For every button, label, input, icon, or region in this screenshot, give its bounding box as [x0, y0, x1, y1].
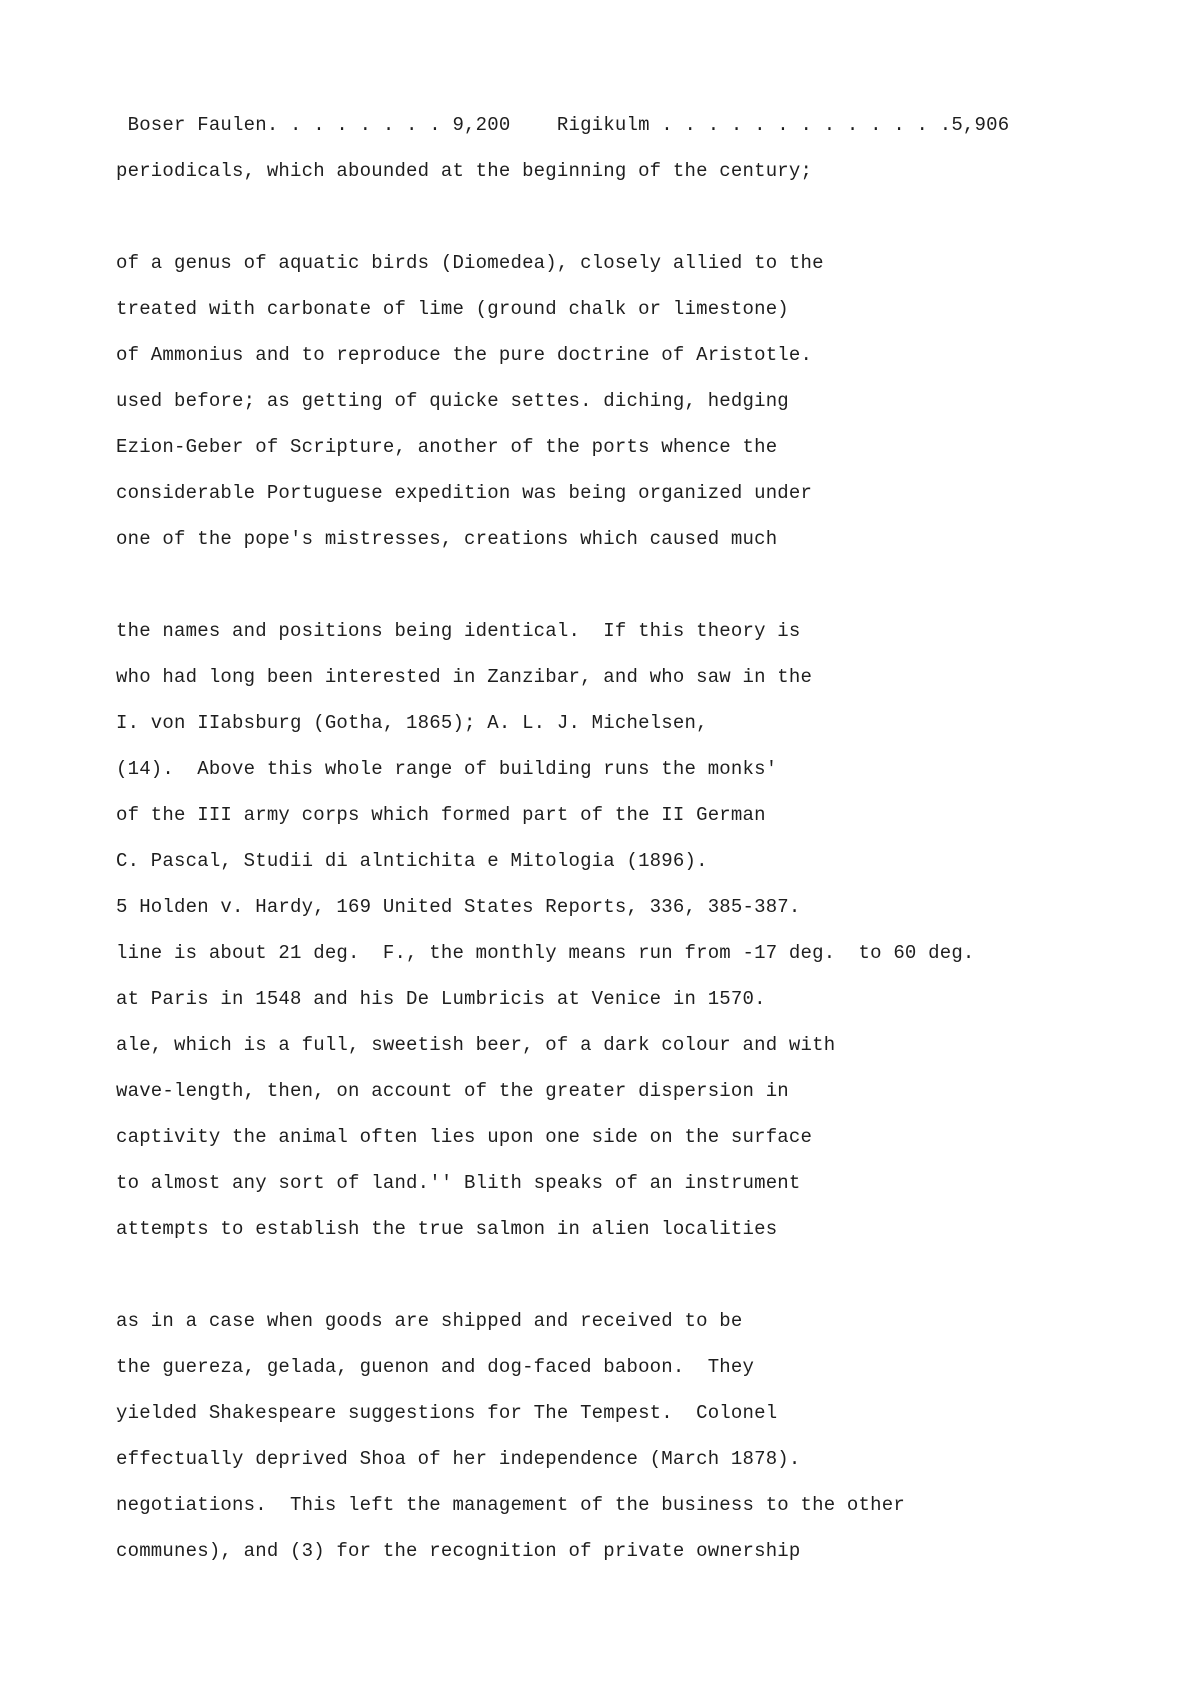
text-line: I. von IIabsburg (Gotha, 1865); A. L. J. Michelsen, [116, 712, 708, 734]
text-line: to almost any sort of land.'' Blith speaks of an instrument [116, 1172, 801, 1194]
text-line: communes), and (3) for the recognition of private ownership [116, 1540, 801, 1562]
text-line: captivity the animal often lies upon one side on the surface [116, 1126, 813, 1148]
text-line: considerable Portuguese expedition was being organized under [116, 482, 813, 504]
text-line: one of the pope's mistresses, creations which caused much [116, 528, 778, 550]
text-line: of a genus of aquatic birds (Diomedea), closely allied to the [116, 252, 824, 274]
text-line: Boser Faulen. . . . . . . . 9,200 Rigikulm . . . . . . . . . . . . .5,906 [116, 114, 1010, 136]
text-line: C. Pascal, Studii di alntichita e Mitologia (1896). [116, 850, 708, 872]
text-line: effectually deprived Shoa of her independence (March 1878). [116, 1448, 801, 1470]
text-line: the names and positions being identical. If this theory is [116, 620, 801, 642]
text-line: (14). Above this whole range of building runs the monks' [116, 758, 778, 780]
text-line: negotiations. This left the management of the business to the other [116, 1494, 905, 1516]
text-line: of Ammonius and to reproduce the pure doctrine of Aristotle. [116, 344, 813, 366]
text-line: of the III army corps which formed part of the II German [116, 804, 766, 826]
text-line: line is about 21 deg. F., the monthly means run from -17 deg. to 60 deg. [116, 942, 975, 964]
text-line: at Paris in 1548 and his De Lumbricis at Venice in 1570. [116, 988, 766, 1010]
text-line: periodicals, which abounded at the beginning of the century; [116, 160, 813, 182]
text-line: used before; as getting of quicke settes. diching, hedging [116, 390, 789, 412]
text-line: yielded Shakespeare suggestions for The Tempest. Colonel [116, 1402, 778, 1424]
text-line: as in a case when goods are shipped and received to be [116, 1310, 743, 1332]
text-line: wave-length, then, on account of the greater dispersion in [116, 1080, 789, 1102]
text-line: Ezion-Geber of Scripture, another of the ports whence the [116, 436, 778, 458]
text-line: who had long been interested in Zanzibar, and who saw in the [116, 666, 813, 688]
text-line: attempts to establish the true salmon in alien localities [116, 1218, 778, 1240]
text-line: 5 Holden v. Hardy, 169 United States Reports, 336, 385-387. [116, 896, 801, 918]
text-line: the guereza, gelada, guenon and dog-faced baboon. They [116, 1356, 755, 1378]
text-line: treated with carbonate of lime (ground chalk or limestone) [116, 298, 789, 320]
text-line: ale, which is a full, sweetish beer, of a dark colour and with [116, 1034, 836, 1056]
